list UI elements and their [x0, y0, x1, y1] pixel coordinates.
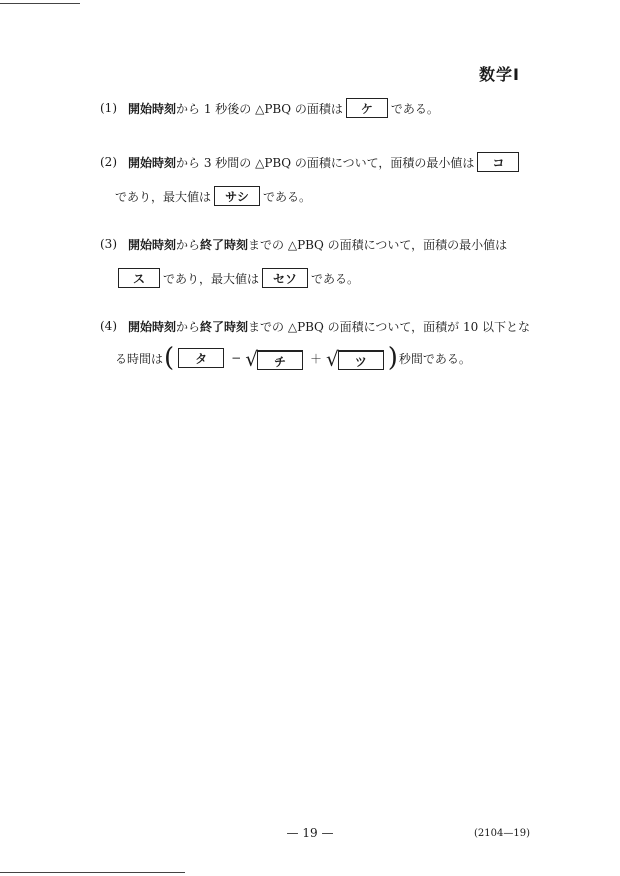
top-rule: [0, 3, 80, 4]
sqrt-1: [245, 346, 306, 370]
q3-text-1: から: [176, 237, 201, 252]
question-4-line-1: [100, 314, 530, 338]
q3-text-2: までの △PBQ の面積について，面積の最小値は: [248, 237, 508, 252]
q1-start-time: 開始時刻: [128, 101, 177, 116]
answer-box-chi[interactable]: チ: [257, 350, 303, 370]
question-3-number: (3): [100, 237, 117, 251]
q4-text-4: 秒間である。: [398, 351, 471, 366]
sqrt-2: [326, 346, 387, 370]
answer-box-sashi[interactable]: サシ: [214, 186, 260, 206]
close-paren: ): [387, 343, 398, 373]
answer-box-ke[interactable]: ケ: [346, 98, 388, 118]
question-1-number: (1): [100, 101, 117, 115]
bottom-rule: [0, 872, 185, 873]
question-2-line-2: [115, 184, 311, 208]
page-code: (2104—19): [474, 828, 530, 839]
plus-sign: ＋: [309, 351, 322, 366]
q4-text-2: までの △PBQ の面積について，面積が 10 以下とな: [248, 319, 531, 334]
q2-text-2: であり，最大値は: [115, 189, 212, 204]
answer-box-su[interactable]: ス: [118, 268, 160, 288]
q1-text-2: である。: [390, 101, 439, 116]
q2-text-3: である。: [263, 189, 312, 204]
q3-text-4: である。: [311, 271, 360, 286]
answer-box-ko[interactable]: コ: [477, 152, 519, 172]
q4-text-1: から: [176, 319, 201, 334]
q1-text-1: から 1 秒後の △PBQ の面積は: [176, 101, 343, 116]
answer-box-tsu[interactable]: ツ: [338, 350, 384, 370]
q3-end-time: 終了時刻: [200, 237, 249, 252]
answer-box-ta[interactable]: タ: [178, 348, 224, 368]
q3-text-3: であり，最大値は: [163, 271, 260, 286]
question-4-number: (4): [100, 319, 117, 333]
question-3-line-1: [100, 232, 507, 256]
question-2-number: (2): [100, 155, 117, 169]
question-3-line-2: [115, 266, 359, 290]
question-4-line-2: [115, 343, 471, 373]
minus-sign: −: [231, 351, 242, 365]
radical-icon: √: [245, 347, 258, 371]
q4-start-time: 開始時刻: [128, 319, 177, 334]
q2-start-time: 開始時刻: [128, 155, 177, 170]
page-number: — 19 —: [286, 826, 334, 840]
question-2-line-1: [100, 150, 522, 174]
q4-end-time: 終了時刻: [200, 319, 249, 334]
q3-start-time: 開始時刻: [128, 237, 177, 252]
subject-title: 数学Ⅰ: [479, 65, 520, 84]
open-paren: (: [164, 343, 175, 373]
q2-text-1: から 3 秒間の △PBQ の面積について，面積の最小値は: [176, 155, 475, 170]
answer-box-seso[interactable]: セソ: [262, 268, 308, 288]
q4-text-3: る時間は: [115, 351, 164, 366]
radical-icon: √: [326, 347, 339, 371]
question-1: [100, 96, 439, 120]
